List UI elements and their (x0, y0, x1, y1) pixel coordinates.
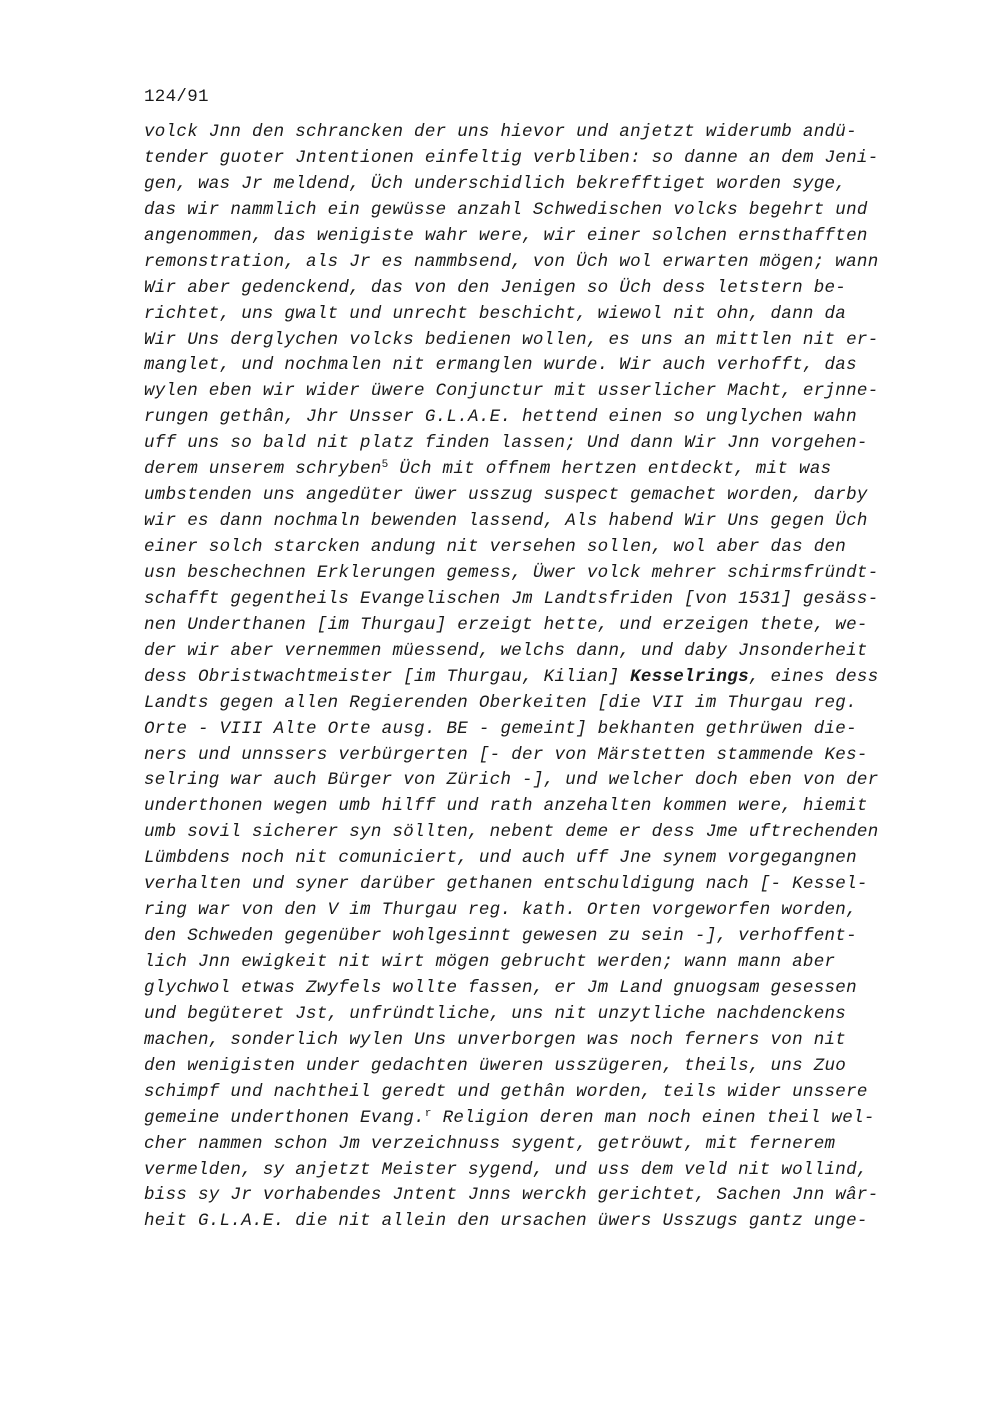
footnote-marker: r (424, 1107, 432, 1120)
text-line: glychwol etwas Zwyfels wollte fassen, er Jm Land gnuogsam gesessen (144, 977, 857, 998)
text-line: cher nammen schon Jm verzeichnuss sygent, getröuwt, mit fernerem (144, 1133, 836, 1154)
text-segment: dess Obristwachtmeister [im Thurgau, Kilian] (144, 666, 631, 687)
text-line: Lümbdens noch nit comuniciert, und auch uff Jne synem vorgegangnen (144, 848, 857, 869)
bold-name: Kesselrings (630, 666, 749, 687)
text-line (144, 1106, 924, 1132)
text-line: nen Underthanen [im Thurgau] erzeigt hette, und erzeigen thete, we- (144, 614, 868, 635)
text-line: heit G.L.A.E. die nit allein den ursachen üwers Usszugs gantz unge- (144, 1211, 868, 1232)
text-segment: , eines dess (748, 666, 879, 687)
text-segment: Üch mit offnem hertzen entdeckt, mit was (388, 459, 832, 480)
text-line: underthonen wegen umb hilff und rath anzehalten kommen were, hiemit (144, 796, 868, 817)
text-segment: gemeine underthonen Evang. (144, 1107, 425, 1128)
text-line: machen, sonderlich wylen Uns unverborgen was noch ferners von nit (144, 1029, 847, 1050)
text-line: schafft gegentheils Evangelischen Jm Landtsfriden [von 1531] gesäss- (144, 588, 879, 609)
body-text (144, 120, 924, 1235)
text-line: vermelden, sy anjetzt Meister sygend, und uss dem veld nit wollind, (144, 1159, 868, 1180)
text-line: uff uns so bald nit platz finden lassen; Und dann Wir Jnn vorgehen- (144, 433, 868, 454)
text-line: selring war auch Bürger von Zürich -], und welcher doch eben von der (144, 770, 879, 791)
text-line: wylen eben wir wider üwere Conjunctur mit usserlicher Macht, erjnne- (144, 381, 879, 402)
text-line: angenommen, das wenigiste wahr were, wir einer solchen ernsthafften (144, 225, 868, 246)
text-line: gen, was Jr meldend, Üch underschidlich bekrefftiget worden syge, (144, 173, 847, 194)
text-line: lich Jnn ewigkeit nit wirt mögen gebrucht werden; wann mann aber (144, 952, 836, 972)
text-line: wir es dann nochmaln bewenden lassend, Als habend Wir Uns gegen Üch (144, 511, 868, 532)
text-line: richtet, uns gwalt und unrecht beschicht, wiewol nit ohn, dann da (144, 303, 847, 324)
text-line: Landts gegen allen Regierenden Oberkeiten [die VII im Thurgau reg. (144, 692, 857, 713)
text-segment: derem unserem schryben (144, 459, 382, 480)
text-line: umbstenden uns angedüter üwer usszug suspect gemachet worden, darby (144, 485, 868, 506)
text-line (144, 457, 924, 483)
text-line: biss sy Jr vorhabendes Jntent Jnns werckh gerichtet, Sachen Jnn wâr- (144, 1185, 879, 1206)
text-line: usn beschechnen Erklerungen gemess, Üwer volck mehrer schirmsfründt- (144, 562, 879, 583)
text-line: ring war von den V im Thurgau reg. kath. Orten vorgeworfen worden, (144, 900, 857, 921)
text-line: den wenigisten under gedachten üweren usszügeren, theils, uns Zuo (144, 1055, 847, 1076)
text-line: manglet, und nochmalen nit ermanglen wurde. Wir auch verhofft, das (144, 355, 857, 376)
text-line: ners und unnssers verbürgerten [- der von Märstetten stammende Kes- (144, 744, 868, 765)
text-line: das wir nammlich ein gewüsse anzahl Schwedischen volcks begehrt und (144, 199, 868, 220)
text-line: verhalten und syner darüber gethanen entschuldigung nach [- Kessel- (144, 874, 868, 895)
text-line: Wir Uns derglychen volcks bedienen wollen, es uns an mittlen nit er- (144, 329, 879, 350)
text-line: der wir aber vernemmen müessend, welchs dann, und daby Jnsonderheit (144, 640, 868, 661)
text-line: einer solch starcken andung nit versehen sollen, wol aber das den (144, 537, 847, 557)
text-line: und begüteret Jst, unfründtliche, uns nit unzytliche nachdenckens (144, 1003, 847, 1024)
text-line: schimpf und nachtheil geredt und gethân worden, teils wider unssere (144, 1081, 868, 1102)
text-segment: Religion deren man noch einen theil wel- (431, 1107, 875, 1128)
page-number: 124/91 (144, 87, 209, 107)
text-line: umb sovil sicherer syn söllten, nebent deme er dess Jme uftrechenden (144, 822, 879, 843)
text-line: Wir aber gedenckend, das von den Jenigen so Üch dess letstern be- (144, 277, 847, 298)
text-line (144, 665, 924, 691)
footnote-marker: 5 (381, 459, 389, 472)
text-line: tender guoter Jntentionen einfeltig verbliben: so danne an dem Jeni- (144, 147, 879, 168)
text-line: Orte - VIII Alte Orte ausg. BE - gemeint] bekhanten gethrüwen die- (144, 718, 857, 739)
text-line: volck Jnn den schrancken der uns hievor und anjetzt widerumb andü- (144, 122, 857, 142)
text-line: den Schweden gegenüber wohlgesinnt gewesen zu sein -], verhoffent- (144, 926, 857, 947)
text-line: rungen gethân, Jhr Unsser G.L.A.E. hettend einen so unglychen wahn (144, 407, 857, 428)
text-line: remonstration, als Jr es nammbsend, von Üch wol erwarten mögen; wann (144, 251, 879, 272)
